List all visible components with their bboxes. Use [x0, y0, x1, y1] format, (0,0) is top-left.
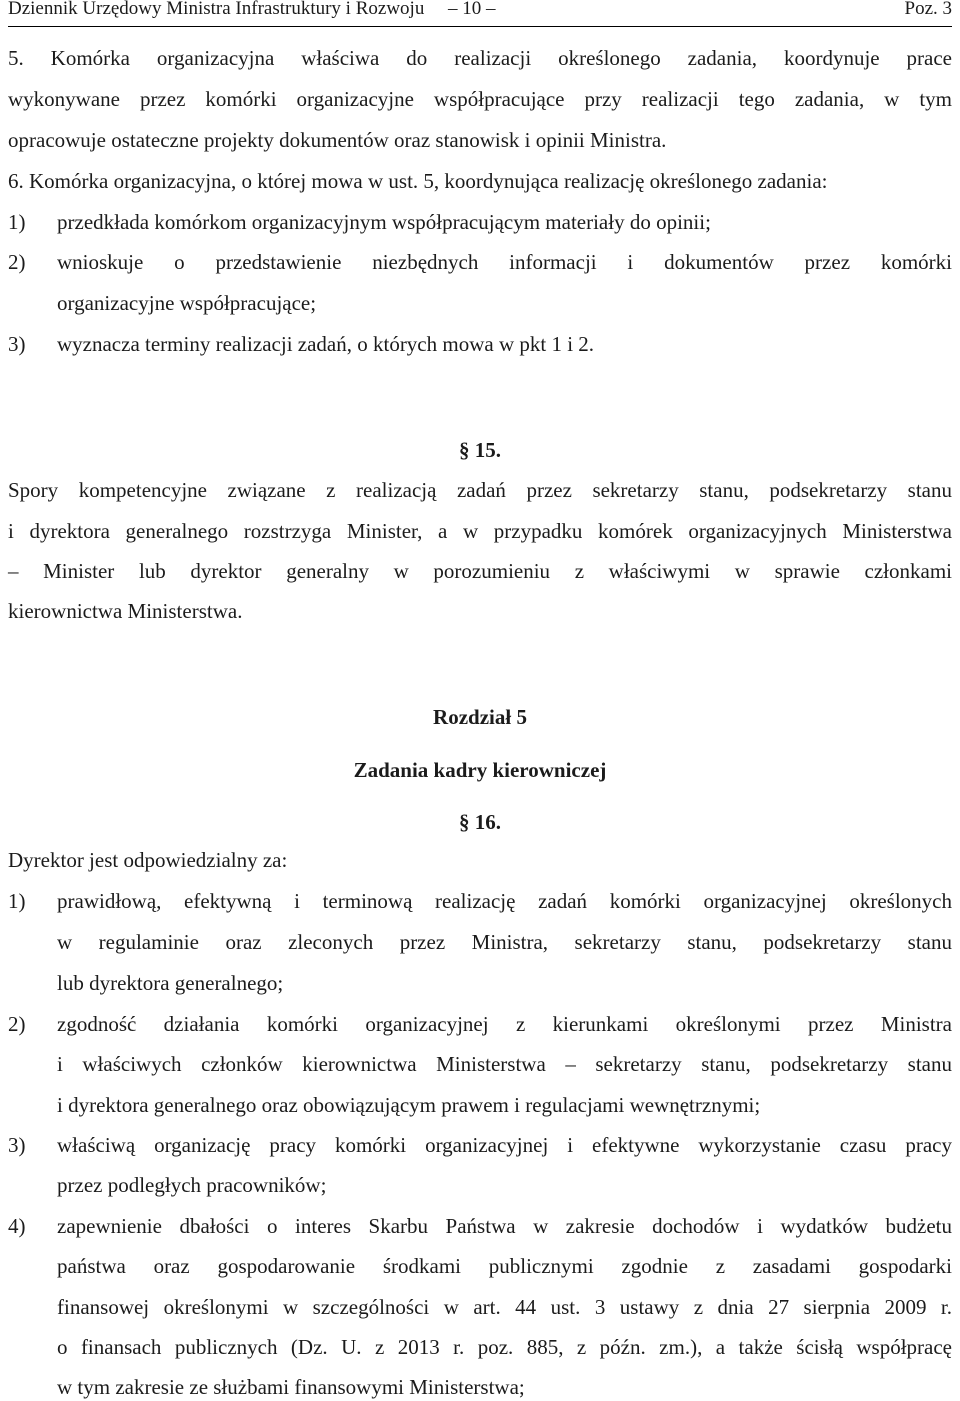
list-item-text: o finansach publicznych (Dz. U. z 2013 r. poz. 885, z późn. zm.), a także ścisłą współpracę [57, 1335, 952, 1359]
chapter-number: Rozdział 5 [433, 705, 527, 729]
list-item-text: lub dyrektora generalnego; [57, 971, 284, 995]
list-item-text: w regulaminie oraz zleconych przez Ministra, sekretarzy stanu, podsekretarzy stanu [57, 930, 952, 954]
list-item-text: i właściwych członków kierownictwa Ministerstwa – sekretarzy stanu, podsekretarzy stanu [57, 1052, 952, 1076]
list-item-number: 1) [8, 889, 26, 913]
list-item-number: 2) [8, 250, 26, 274]
section-15-line: Spory kompetencyjne związane z realizacją zadań przez sekretarzy stanu, podsekretarzy stanu [8, 478, 952, 502]
list-item-number: 3) [8, 332, 26, 356]
list-item-number: 2) [8, 1012, 26, 1036]
list-item-number: 4) [8, 1214, 26, 1238]
paragraph-5-line: opracowuje ostateczne projekty dokumentów oraz stanowisk i opinii Ministra. [8, 128, 667, 152]
section-16-intro: Dyrektor jest odpowiedzialny za: [8, 848, 288, 872]
paragraph-5-line: wykonywane przez komórki organizacyjne współpracujące przy realizacji tego zadania, w tym [8, 87, 952, 111]
section-15-line: – Minister lub dyrektor generalny w porozumieniu z właściwymi w sprawie członkami [8, 559, 952, 583]
page-number: – 10 – [448, 0, 496, 19]
list-item-text: finansowej określonymi w szczególności w art. 44 ust. 3 ustawy z dnia 27 sierpnia 2009 r. [57, 1295, 952, 1319]
list-item-text: właściwą organizację pracy komórki organizacyjnej i efektywne wykorzystanie czasu pracy [57, 1133, 952, 1157]
list-item-text: w tym zakresie ze służbami finansowymi Ministerstwa; [57, 1375, 525, 1399]
list-item-number: 1) [8, 210, 26, 234]
list-item-text: zapewnienie dbałości o interes Skarbu Państwa w zakresie dochodów i wydatków budżetu [57, 1214, 952, 1238]
list-item-text: wnioskuje o przedstawienie niezbędnych informacji i dokumentów przez komórki [57, 250, 952, 274]
list-item-text: i dyrektora generalnego oraz obowiązującym prawem i regulacjami wewnętrznymi; [57, 1093, 761, 1117]
list-item-text: państwa oraz gospodarowanie środkami publicznymi zgodnie z zasadami gospodarki [57, 1254, 952, 1278]
chapter-title: Zadania kadry kierowniczej [353, 758, 607, 782]
journal-title: Dziennik Urzędowy Ministra Infrastruktury i Rozwoju [8, 0, 425, 19]
position-number: Poz. 3 [904, 0, 952, 19]
section-15-heading: § 15. [459, 438, 501, 462]
paragraph-6-intro: 6. Komórka organizacyjna, o której mowa w ust. 5, koordynująca realizację określonego zadania: [8, 169, 828, 193]
section-15-line: kierownictwa Ministerstwa. [8, 599, 243, 623]
page-header [8, 0, 952, 27]
list-item-text: wyznacza terminy realizacji zadań, o których mowa w pkt 1 i 2. [57, 332, 595, 356]
list-item-text: przedkłada komórkom organizacyjnym współpracującym materiały do opinii; [57, 210, 711, 234]
section-16-heading: § 16. [459, 810, 501, 834]
list-item-text: prawidłową, efektywną i terminową realizację zadań komórki organizacyjnej określonych [57, 889, 952, 913]
paragraph-5-line: 5. Komórka organizacyjna właściwa do realizacji określonego zadania, koordynuje prace [8, 46, 952, 70]
list-item-text: zgodność działania komórki organizacyjnej z kierunkami określonymi przez Ministra [57, 1012, 952, 1036]
list-item-text: organizacyjne współpracujące; [57, 291, 317, 315]
list-item-number: 3) [8, 1133, 26, 1157]
list-item-text: przez podległych pracowników; [57, 1173, 327, 1197]
section-15-line: i dyrektora generalnego rozstrzyga Minister, a w przypadku komórek organizacyjnych Ministerstwa [8, 519, 952, 543]
